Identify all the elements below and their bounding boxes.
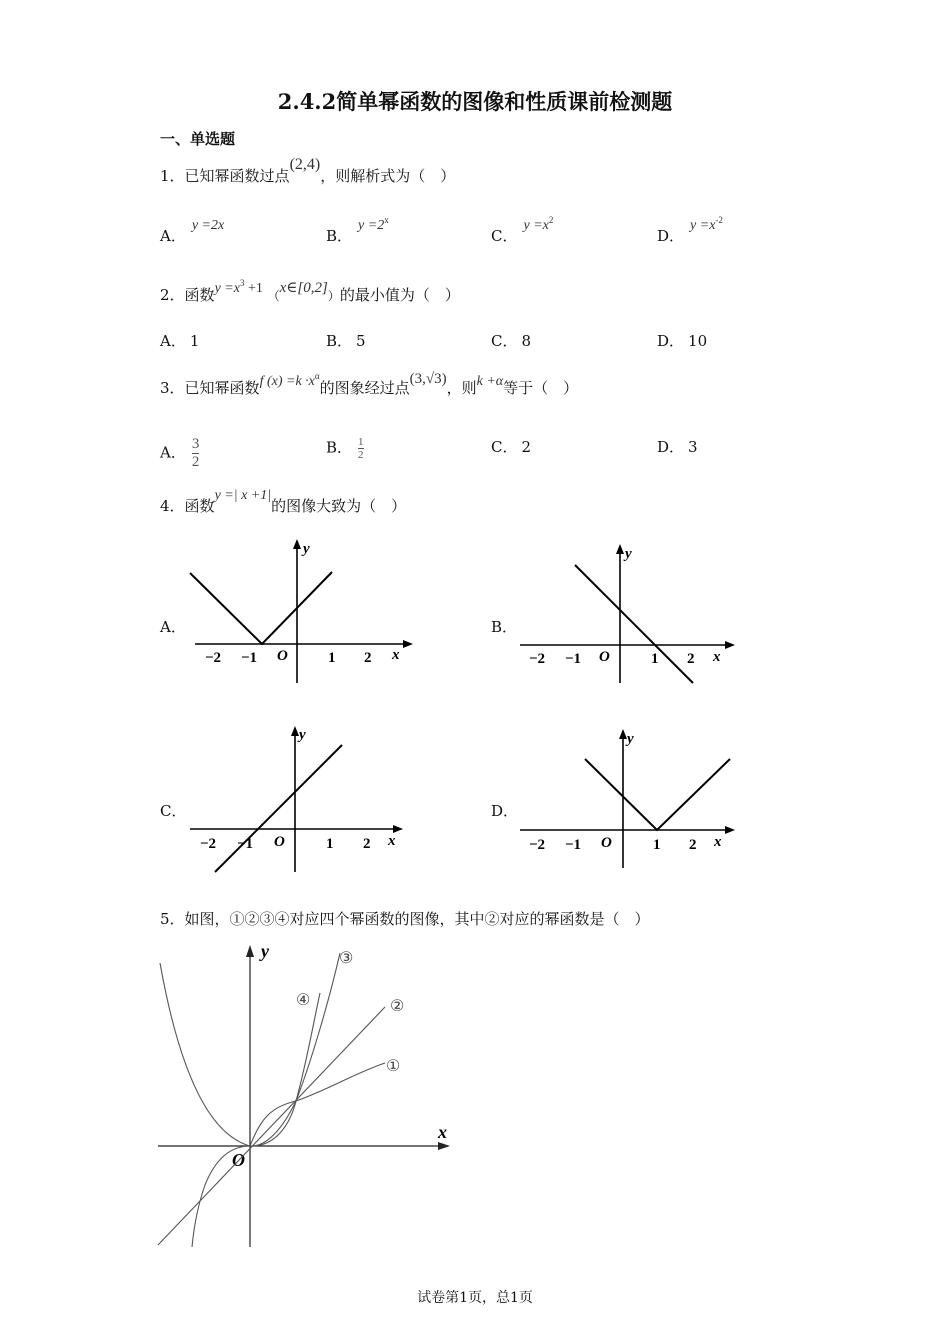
origin-label: O [232,1150,245,1170]
option-expr: y =x [523,218,549,233]
x-axis-arrow [438,1142,450,1150]
option-c[interactable] [491,330,531,351]
option-label: B． [326,332,353,350]
fraction-denominator: 2 [358,449,364,461]
question-text: ，则 [446,379,477,397]
question-number: 3． [160,379,185,397]
y-axis-arrow [293,539,301,549]
axis-label-x: x [713,649,721,665]
fraction-numerator: 1 [358,436,364,448]
origin-label: O [277,648,288,664]
option-c[interactable] [491,436,531,457]
curve-label-4: ④ [296,992,311,1009]
option-d[interactable]: D． [491,802,519,820]
graph-line [190,572,332,644]
origin-label: O [599,649,610,665]
tick-label: 1 [328,650,336,666]
axis-label-x: x [388,833,396,849]
option-label: D． [657,438,685,456]
option-label: D． [657,227,685,245]
origin-label: O [274,834,285,850]
question-number: 4． [160,497,185,515]
option-value: 8 [521,332,532,350]
option-label: A． [160,443,186,462]
question-number: 5． [160,910,185,928]
option-a[interactable] [160,436,199,471]
math-domain: x∈[0,2] [279,280,328,296]
option-expr: y =x [690,218,716,233]
tick-label: −1 [565,837,582,853]
question-text: 等于（ ） [503,379,579,397]
option-value: 1 [189,332,200,350]
x-axis-arrow [403,640,413,648]
curve-4 [160,963,320,1146]
tick-label: −2 [200,836,217,852]
math-function: y =x [214,281,240,296]
graph-option-a [185,535,415,690]
curve-label-2: ② [390,998,405,1015]
graph-option-b [515,540,745,690]
option-expr: y =2 [358,218,385,233]
question-text: 函数 [184,286,215,304]
option-exponent: x [384,215,389,225]
paren-close: ） [327,289,340,303]
question-text: 函数 [184,497,215,515]
option-label: B． [326,227,353,245]
option-d[interactable] [657,330,707,351]
graph-line [585,759,730,830]
option-label: C． [491,438,518,456]
curve-label-3: ③ [339,950,354,967]
graph-line [575,565,693,683]
option-label: B． [326,438,353,457]
option-c[interactable] [491,215,554,246]
math-point: (2,4) [289,156,321,173]
tick-label: 1 [651,651,659,667]
option-d[interactable] [657,436,698,457]
option-b[interactable] [326,436,364,461]
question-4 [160,488,407,516]
fraction-denominator: 2 [191,454,200,470]
question-text: 的图象经过点 [319,379,410,397]
question-text: 已知幂函数过点 [184,167,290,185]
math-expr: k +α [476,374,504,389]
axis-label-y: y [261,941,269,961]
tick-label: 1 [653,837,661,853]
question-1 [160,156,456,186]
tick-label: −2 [529,837,546,853]
axis-label-x: x [392,647,400,663]
option-label: D． [657,332,685,350]
question-text: 已知幂函数 [184,379,260,397]
tick-label: 2 [364,650,372,666]
option-label: C． [491,227,518,245]
fraction [192,436,200,471]
x-axis-arrow [393,825,403,833]
tick-label: −1 [241,650,258,666]
question-text: 的最小值为（ ） [339,286,460,304]
page-title: 2.4.2简单幂函数的图像和性质课前检测题 [277,89,673,114]
fraction-numerator: 3 [191,436,200,452]
question-text: ，则解析式为（ ） [320,167,456,185]
axis-label-y: y [303,541,310,557]
option-exponent: -2 [715,215,723,225]
option-label: C． [491,332,518,350]
question-text: 如图，①②③④对应四个幂函数的图像，其中②对应的幂函数是（ ） [184,910,650,928]
tick-label: −2 [205,650,222,666]
graph-line [215,745,342,872]
tick-label: 2 [687,651,695,667]
tick-label: −2 [529,651,546,667]
curve-2-line [158,1007,385,1245]
y-axis-arrow [246,945,254,957]
curve-3 [250,953,340,1146]
question-3 [160,371,579,398]
option-value: 5 [356,332,366,350]
option-b[interactable] [326,330,366,351]
math-exponent: 3 [239,278,245,288]
question-5 [160,908,650,929]
y-axis-arrow [619,729,627,739]
axis-label-y: y [627,731,634,747]
axis-label-x: x [714,834,722,850]
tick-label: 1 [326,836,334,852]
option-a[interactable] [160,218,225,246]
axis-label-y: y [299,727,306,743]
option-exponent: 2 [548,215,554,225]
option-value: 10 [688,332,708,350]
tick-label: −1 [237,836,254,852]
axis-label-x: x [438,1122,447,1142]
page-footer: 试卷第1页，总1页 [417,1290,533,1306]
tick-label: 2 [689,837,697,853]
curve-label-1: ① [386,1058,401,1075]
math-function: f (x) =k ·x [259,374,315,389]
x-axis-arrow [725,641,735,649]
question-number: 2． [160,286,185,304]
option-label: A． [160,227,186,245]
paren-open: （ [267,289,280,303]
section-heading: 一、单选题 [160,130,236,148]
origin-label: O [601,835,612,851]
question-text: 的图像大致为（ ） [271,497,407,515]
y-axis-arrow [616,544,624,554]
tick-label: 2 [363,836,371,852]
y-axis-arrow [291,726,299,736]
math-expr: y =| x +1| [214,488,272,503]
option-a[interactable]: A． [160,618,186,636]
tick-label: −1 [565,651,582,667]
option-expr: y =2x [191,218,225,233]
x-axis-arrow [725,826,735,834]
option-c[interactable]: C． [160,802,187,820]
fraction [358,436,364,461]
option-d[interactable] [657,215,723,246]
option-value: 3 [688,438,698,456]
option-b[interactable]: B． [491,618,518,636]
graph-option-d [515,725,745,875]
power-function-figure [150,935,470,1255]
graph-option-c [185,722,415,877]
option-label: A． [160,332,186,350]
math-point: (3,√3) [409,371,447,387]
curve-1 [250,1063,385,1146]
axis-label-y: y [625,546,632,562]
question-number: 1． [160,167,185,185]
option-b[interactable] [326,215,389,246]
option-value: 2 [521,438,532,456]
question-2 [160,278,460,305]
math-function-tail: +1 [244,281,263,296]
math-exponent: α [314,371,320,381]
option-a[interactable] [160,330,199,351]
